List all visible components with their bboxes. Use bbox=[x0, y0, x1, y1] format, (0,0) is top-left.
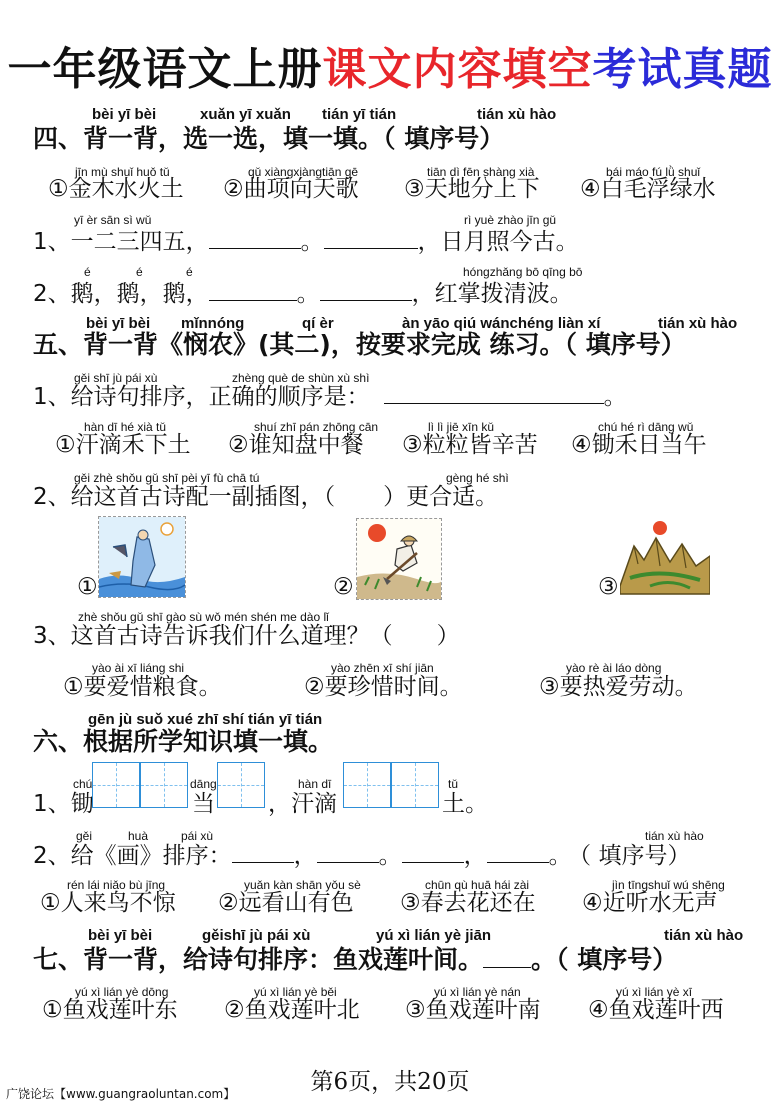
pinyin: yú xì lián yè nán bbox=[434, 985, 521, 999]
pinyin: tián xù hào bbox=[658, 315, 738, 332]
question-text: 1、给诗句排序，正确的顺序是： bbox=[33, 384, 370, 410]
title-part3: 考试真题 bbox=[592, 44, 773, 95]
question-line bbox=[33, 381, 627, 412]
question-text: 。 bbox=[378, 843, 402, 869]
question-text: ， bbox=[293, 843, 317, 869]
question-line bbox=[33, 840, 690, 871]
writing-grid-box[interactable] bbox=[343, 762, 391, 808]
question-text: ，日月照今古。 bbox=[417, 229, 579, 255]
section-4-heading: 四、背一背，选一选，填一填。（ 填序号） bbox=[33, 124, 505, 153]
pinyin: é bbox=[136, 265, 143, 279]
pinyin: chú hé rì dāng wǔ bbox=[598, 420, 694, 434]
pinyin: qǔ xiàngxiàngtiān gē bbox=[248, 165, 359, 179]
farmer-hoeing-icon bbox=[357, 519, 441, 599]
pinyin: dāng bbox=[190, 777, 217, 791]
picture-label: ③ bbox=[598, 574, 619, 600]
option: ②鱼戏莲叶北 bbox=[224, 997, 360, 1023]
pinyin: mǐnnóng bbox=[181, 315, 245, 332]
question-text: 3、这首古诗告诉我们什么道理？（ bbox=[33, 623, 393, 649]
pinyin: pái xù bbox=[181, 829, 214, 843]
question-text: 当 bbox=[192, 791, 215, 817]
section-6-heading: 六、根据所学知识填一填。 bbox=[33, 727, 334, 756]
answer-blank[interactable] bbox=[483, 943, 531, 968]
question-text: ）更合适。 bbox=[383, 484, 499, 510]
farmer-hoeing-illustration[interactable] bbox=[356, 518, 442, 600]
pinyin: bèi yī bèi bbox=[86, 315, 151, 332]
question-line bbox=[33, 226, 579, 257]
pinyin: shuí zhī pán zhōng cān bbox=[254, 420, 379, 434]
pinyin: chú bbox=[73, 777, 93, 791]
question-text: 1、一二三四五， bbox=[33, 229, 209, 255]
pinyin: tián xù hào bbox=[477, 106, 557, 123]
pinyin: yuǎn kàn shān yǒu sè bbox=[244, 878, 361, 892]
heading-text: 。（ 填序号） bbox=[531, 945, 678, 974]
title-part1: 一年级语文上册 bbox=[7, 44, 323, 95]
pinyin: gěi shī jù pái xù bbox=[74, 371, 158, 385]
question-text: 2、鹅，鹅，鹅， bbox=[33, 281, 209, 307]
option: ②谁知盘中餐 bbox=[228, 432, 364, 458]
picture-label: ① bbox=[77, 574, 98, 600]
writing-grid-box[interactable] bbox=[140, 762, 188, 808]
pinyin: tián yī tián bbox=[322, 106, 397, 123]
pinyin: yú xì lián yè dōng bbox=[75, 985, 169, 999]
pinyin: rén lái niǎo bù jīng bbox=[67, 878, 166, 892]
answer-blank[interactable] bbox=[232, 840, 294, 863]
option: ④锄禾日当午 bbox=[571, 432, 707, 458]
pinyin: gěi bbox=[76, 829, 93, 843]
pinyin: gěi zhè shǒu gǔ shī pèi yī fù chā tú bbox=[74, 471, 260, 485]
pinyin: tián xù hào bbox=[664, 927, 744, 944]
mountain-sunset-icon bbox=[620, 516, 710, 596]
heading-text: 七、背一背，给诗句排序：鱼戏莲叶间。 bbox=[33, 945, 484, 974]
pinyin: yī èr sān sì wǔ bbox=[74, 213, 152, 227]
pinyin: yú xì lián yè xī bbox=[616, 985, 693, 999]
pinyin: é bbox=[84, 265, 91, 279]
answer-blank[interactable] bbox=[384, 381, 604, 404]
pinyin: é bbox=[186, 265, 193, 279]
option: ①汗滴禾下土 bbox=[55, 432, 191, 458]
pinyin: jìn tīngshuǐ wú shēng bbox=[612, 878, 725, 892]
picture-label: ② bbox=[333, 574, 354, 600]
pinyin: huà bbox=[128, 829, 149, 843]
option: ②曲项向天歌 bbox=[223, 176, 359, 202]
pinyin: rì yuè zhào jīn gǔ bbox=[464, 213, 557, 227]
option: ④白毛浮绿水 bbox=[580, 176, 716, 202]
page-title bbox=[0, 42, 780, 98]
question-line bbox=[33, 482, 498, 512]
question-text: 土。 bbox=[442, 791, 488, 817]
answer-blank[interactable] bbox=[320, 278, 412, 301]
pinyin: lì lì jiē xīn kǔ bbox=[428, 420, 495, 434]
option: ①人来鸟不惊 bbox=[40, 890, 176, 916]
answer-blank[interactable] bbox=[324, 226, 418, 249]
pinyin: yào ài xī liáng shi bbox=[92, 661, 185, 675]
pinyin: hóngzhǎng bō qīng bō bbox=[463, 265, 583, 279]
pinyin: yào rè ài láo dòng bbox=[566, 661, 662, 675]
pinyin: tiān dì fēn shàng xià bbox=[427, 165, 535, 179]
pinyin: tián xù hào bbox=[645, 829, 704, 843]
answer-blank[interactable] bbox=[209, 226, 301, 249]
pinyin: chūn qù huā hái zài bbox=[425, 878, 530, 892]
section-7-heading bbox=[33, 943, 677, 975]
section-5-heading: 五、背一背《悯农》(其二)，按要求完成 练习。（ 填序号） bbox=[33, 330, 686, 359]
answer-option: ②要珍惜时间。 bbox=[304, 674, 463, 700]
pinyin: jīn mù shuǐ huǒ tǔ bbox=[75, 165, 170, 179]
answer-blank[interactable] bbox=[317, 840, 379, 863]
question-text: ，汗滴 bbox=[268, 791, 337, 817]
option: ①金木水火土 bbox=[48, 176, 184, 202]
pinyin: xuǎn yī xuǎn bbox=[200, 106, 291, 123]
answer-blank[interactable] bbox=[209, 278, 297, 301]
answer-option: ①要爱惜粮食。 bbox=[63, 674, 222, 700]
answer-option: ③要热爱劳动。 bbox=[539, 674, 698, 700]
option: ③鱼戏莲叶南 bbox=[405, 997, 541, 1023]
option: ③粒粒皆辛苦 bbox=[402, 432, 538, 458]
pinyin: tǔ bbox=[448, 777, 459, 791]
pinyin: àn yāo qiú wánchéng liàn xí bbox=[402, 315, 601, 332]
title-part2: 课文内容填空 bbox=[322, 44, 593, 95]
option: ④鱼戏莲叶西 bbox=[588, 997, 724, 1023]
question-line bbox=[33, 278, 573, 309]
question-text: 。 bbox=[603, 384, 627, 410]
pinyin: bái máo fú lǜ shuǐ bbox=[606, 165, 701, 179]
pinyin: yào zhēn xī shí jiān bbox=[331, 661, 434, 675]
option: ④近听水无声 bbox=[582, 890, 718, 916]
pinyin: qí èr bbox=[302, 315, 334, 332]
question-line bbox=[33, 621, 460, 651]
option: ①鱼戏莲叶东 bbox=[42, 997, 178, 1023]
pinyin: bèi yī bèi bbox=[88, 927, 153, 944]
pinyin: hàn dī bbox=[298, 777, 332, 791]
option: ②远看山有色 bbox=[218, 890, 354, 916]
poet-by-sea-illustration[interactable] bbox=[98, 516, 186, 598]
question-text: 。 bbox=[548, 843, 572, 869]
pinyin: yú xì lián yè jiān bbox=[376, 927, 492, 944]
pinyin: zhèng què de shùn xù shì bbox=[232, 371, 370, 385]
writing-grid-box[interactable] bbox=[217, 762, 265, 808]
question-text: 2、给这首古诗配一副插图，（ bbox=[33, 484, 336, 510]
writing-grid-box[interactable] bbox=[391, 762, 439, 808]
poet-by-sea-icon bbox=[99, 517, 185, 597]
option: ③春去花还在 bbox=[400, 890, 536, 916]
question-text: （ 填序号） bbox=[579, 843, 691, 869]
question-text: ，红掌拨清波。 bbox=[411, 281, 573, 307]
question-text: ） bbox=[436, 623, 460, 649]
question-text: 2、给《画》排序： bbox=[33, 843, 232, 869]
pinyin: yú xì lián yè běi bbox=[254, 985, 337, 999]
question-text: 。 bbox=[296, 281, 320, 307]
pinyin: gěishī jù pái xù bbox=[202, 927, 311, 944]
answer-blank[interactable] bbox=[487, 840, 549, 863]
writing-grid-box[interactable] bbox=[92, 762, 140, 808]
pinyin: gèng hé shì bbox=[446, 471, 509, 485]
pinyin: zhè shǒu gǔ shī gào sù wǒ mén shén me dào lǐ bbox=[78, 610, 329, 624]
question-text: ， bbox=[463, 843, 487, 869]
page-number: 第6页，共20页 bbox=[310, 1069, 470, 1095]
question-text: 。 bbox=[300, 229, 324, 255]
pinyin: hàn dī hé xià tǔ bbox=[84, 420, 167, 434]
question-text: 1、锄 bbox=[33, 791, 94, 817]
footer-site: 广饶论坛【www.guangraoluntan.com】 bbox=[6, 1087, 236, 1101]
mountain-sunset-illustration[interactable] bbox=[620, 516, 710, 596]
answer-blank[interactable] bbox=[402, 840, 464, 863]
pinyin: bèi yī bèi bbox=[92, 106, 157, 123]
option: ③天地分上下 bbox=[404, 176, 540, 202]
pinyin: gēn jù suǒ xué zhī shí tián yī tián bbox=[88, 711, 323, 728]
